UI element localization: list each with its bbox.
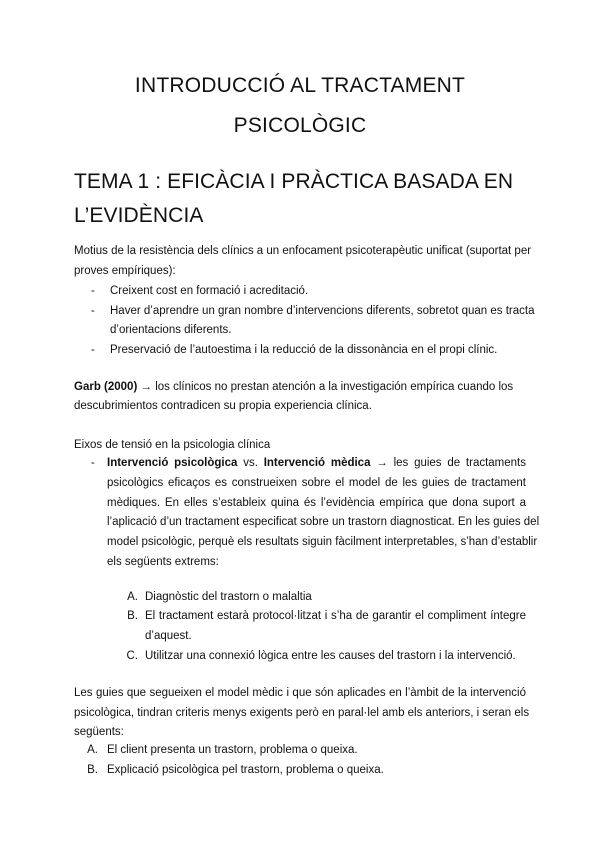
resistencia-item-3: Preservació de l’autoestima i la reducció de la dissonància en el propi clínic. (110, 344, 498, 356)
tema-heading-line-1: TEMA 1 : EFICÀCIA I PRÀCTICA BASADA EN (74, 170, 514, 193)
guies-item-a: El client presenta un trastorn, problema o queixa. (107, 744, 358, 756)
garb-line-2: descubrimientos contradicen su propia experiencia clínica. (74, 400, 372, 412)
garb-author: Garb (2000) (74, 381, 138, 393)
sub-item-b-cont: d’aquest. (145, 630, 192, 642)
sub-item-marker: B. (127, 610, 138, 622)
tema-heading-line-2: L’EVIDÈNCIA (74, 204, 204, 227)
document-title-line-1: INTRODUCCIÓ AL TRACTAMENT (134, 74, 466, 97)
guies-item-b: Explicació psicològica pel trastorn, problema o queixa. (107, 764, 384, 776)
document-title-line-2: PSICOLÒGIC (233, 114, 367, 137)
eixos-text-1: les guies de tractaments (393, 457, 526, 469)
bullet-dash: - (91, 285, 95, 297)
eixos-line-6: els següents extrems: (107, 556, 219, 568)
eixos-term-psicologica: Intervenció psicològica (107, 457, 238, 469)
sub-item-marker: C. (126, 650, 138, 662)
eixos-arrow: → (376, 457, 388, 469)
sub-item-marker: A. (127, 591, 138, 603)
eixos-line-2: psicològics eficaços es construeixen sobre el model de les guies de tractament (107, 477, 526, 489)
eixos-heading: Eixos de tensió en la psicologia clínica (74, 439, 271, 451)
sub-item-a: Diagnòstic del trastorn o malaltia (145, 591, 312, 603)
bullet-dash: - (91, 457, 95, 469)
eixos-line-1 (107, 455, 526, 471)
resistencia-item-2-cont: d’orientacions diferents. (110, 324, 232, 336)
resistencia-intro-line-2: proves empíriques): (74, 265, 176, 277)
bullet-dash: - (91, 344, 95, 356)
resistencia-item-1: Creixent cost en formació i acreditació. (110, 285, 309, 297)
garb-arrow: → (140, 381, 152, 393)
garb-text-1: los clínicos no prestan atención a la investigación empírica cuando los (155, 381, 514, 393)
bullet-dash: - (91, 305, 95, 317)
eixos-term-medica: Intervenció mèdica (263, 457, 371, 469)
eixos-line-3: mèdiques. En elles s’estableix quina és l’evidència empírica que dona suport a (107, 497, 526, 509)
sub-item-b: El tractament estarà protocol·litzat i s’ha de garantir el compliment íntegre (145, 610, 526, 622)
guies-line-3: següents: (74, 726, 124, 738)
guies-item-marker: A. (87, 744, 98, 756)
guies-item-marker: B. (87, 764, 98, 776)
resistencia-item-2: Haver d’aprendre un gran nombre d’intervencions diferents, sobretot quan es tracta (110, 305, 535, 317)
eixos-line-5: model psicològic, perquè els resultats siguin fàcilment interpretables, s’han d’establir (107, 536, 538, 548)
eixos-line-4: l’aplicació d’un tractament especificat sobre un trastorn diagnosticat. En les guies del (107, 516, 540, 528)
garb-line-1 (74, 379, 526, 395)
guies-line-1: Les guies que segueixen el model mèdic i que són aplicades en l’àmbit de la intervenció (74, 687, 526, 699)
guies-line-2: psicològica, tindran criteris menys exigents però en paral·lel amb els anteriors, i seran els (74, 707, 530, 719)
resistencia-intro-line-1: Motius de la resistència dels clínics a un enfocament psicoterapèutic unificat (suportat per (74, 245, 532, 257)
sub-item-c: Utilitzar una connexió lògica entre les causes del trastorn i la intervenció. (145, 650, 516, 662)
eixos-vs: vs. (243, 457, 258, 469)
